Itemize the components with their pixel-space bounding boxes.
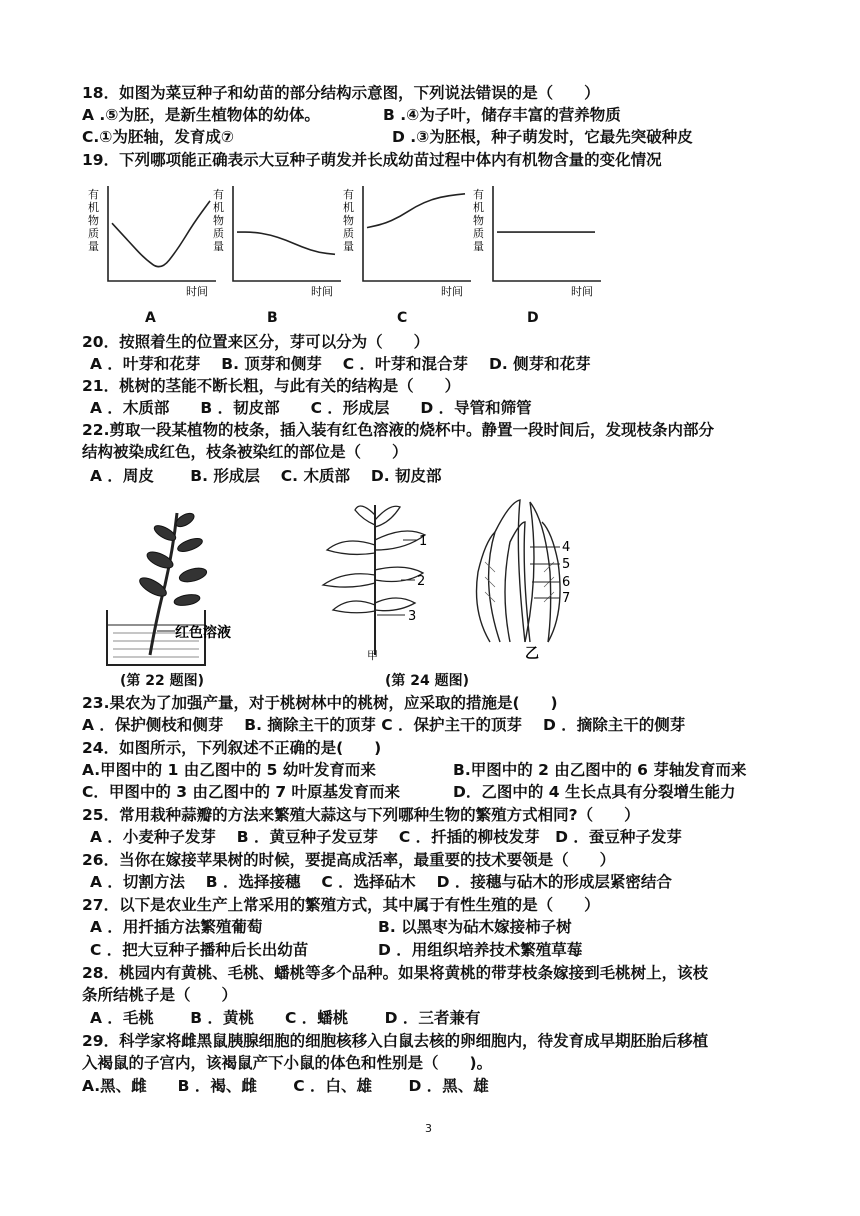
q19-label-b: B xyxy=(267,310,278,326)
graph-C xyxy=(343,186,471,298)
q28-stem-line2: 条所结桃子是（ ） xyxy=(82,986,238,1004)
q27-option-c: C ．把大豆种子播种后长出幼苗 xyxy=(90,941,309,959)
q22-options: A ．周皮 B. 形成层 C. 木质部 D. 韧皮部 xyxy=(90,467,442,485)
graph-series-line xyxy=(237,232,335,254)
caption-q24: (第 24 题图) xyxy=(385,673,470,689)
q28-options: A ．毛桃 B ．黄桃 C ．蟠桃 D ．三者兼有 xyxy=(90,1009,481,1027)
q27-stem: 27．以下是农业生产上常采用的繁殖方式，其中属于有性生殖的是（ ） xyxy=(82,896,600,914)
jia-label: 甲 xyxy=(367,649,378,662)
jia-num-1: 1 xyxy=(419,534,428,549)
caption-q22: (第 22 题图) xyxy=(120,673,205,689)
yi-num-6: 6 xyxy=(562,575,571,590)
yi-num-4: 4 xyxy=(562,540,571,555)
graph-axes xyxy=(493,186,601,281)
q27-option-d: D ．用组织培养技术繁殖草莓 xyxy=(378,941,583,959)
jia-num-2: 2 xyxy=(417,574,426,589)
q18-option-b: B .④为子叶，储存丰富的营养物质 xyxy=(383,106,621,124)
q24-figure-jia xyxy=(305,495,455,665)
q29-stem-line2: 入褐鼠的子宫内，该褐鼠产下小鼠的体色和性别是（ )。 xyxy=(82,1054,493,1072)
q21-stem: 21．桃树的茎能不断长粗，与此有关的结构是（ ） xyxy=(82,377,461,395)
q26-stem: 26．当你在嫁接苹果树的时候，要提高成活率，最重要的技术要领是（ ） xyxy=(82,851,616,869)
graph-ylabel: 有机物质量 xyxy=(473,188,484,253)
q18-option-d: D .③为胚根，种子萌发时，它最先突破种皮 xyxy=(392,128,693,146)
graph-axes xyxy=(363,186,471,281)
graph-xlabel: 时间 xyxy=(571,285,593,298)
graph-ylabel: 有机物质量 xyxy=(213,188,224,253)
q24-figure-yi xyxy=(470,492,590,662)
q19-stem: 19．下列哪项能正确表示大豆种子萌发并长成幼苗过程中体内有机物含量的变化情况 xyxy=(82,151,662,169)
graph-ylabel: 有机物质量 xyxy=(343,188,354,253)
q18-option-a: A .⑤为胚，是新生植物体的幼体。 xyxy=(82,106,320,124)
graph-axes xyxy=(233,186,341,281)
q24-option-b: B.甲图中的 2 由乙图中的 6 芽轴发育而来 xyxy=(453,761,747,779)
yi-num-5: 5 xyxy=(562,557,571,572)
q20-stem: 20．按照着生的位置来区分，芽可以分为（ ） xyxy=(82,333,430,351)
q26-options: A ．切割方法 B ．选择接穗 C ．选择砧木 D ．接穗与砧木的形成层紧密结合 xyxy=(90,873,672,891)
q25-options: A ．小麦种子发芽 B ．黄豆种子发豆芽 C ．扦插的柳枝发芽 D ．蚕豆种子发芽 xyxy=(90,828,682,846)
q19-label-d: D xyxy=(527,310,539,326)
q18-stem: 18．如图为菜豆种子和幼苗的部分结构示意图，下列说法错误的是（ ） xyxy=(82,84,600,102)
graph-series-line xyxy=(367,194,465,228)
q23-stem: 23.果农为了加强产量，对于桃树林中的桃树，应采取的措施是( ) xyxy=(82,694,558,712)
q27-option-a: A ．用扦插方法繁殖葡萄 xyxy=(90,918,263,936)
jia-num-3: 3 xyxy=(408,609,417,624)
q24-stem: 24．如图所示，下列叙述不正确的是( ) xyxy=(82,739,382,757)
graph-xlabel: 时间 xyxy=(311,285,333,298)
q19-label-c: C xyxy=(397,310,408,326)
q22-stem-line1: 22.剪取一段某植物的枝条，插入装有红色溶液的烧杯中。静置一段时间后，发现枝条内部分 xyxy=(82,421,714,439)
graph-B xyxy=(213,186,341,298)
q27-option-b: B. 以黑枣为砧木嫁接柿子树 xyxy=(378,918,572,936)
q19-label-a: A xyxy=(145,310,156,326)
q18-option-c: C.①为胚轴，发育成⑦ xyxy=(82,128,235,146)
graph-ylabel: 有机物质量 xyxy=(88,188,99,253)
graph-D xyxy=(473,186,601,298)
beaker-label: 红色溶液 xyxy=(175,625,231,641)
q25-stem: 25．常用栽种蒜瓣的方法来繁殖大蒜这与下列哪种生物的繁殖方式相同?（ ） xyxy=(82,806,640,824)
q29-stem-line1: 29．科学家将雌黑鼠胰腺细胞的细胞核移入白鼠去核的卵细胞内，待发育成早期胚胎后移植 xyxy=(82,1032,709,1050)
page-number: 3 xyxy=(425,1122,432,1135)
q20-options: A ．叶芽和花芽 B. 顶芽和侧芽 C ．叶芽和混合芽 D. 侧芽和花芽 xyxy=(90,355,591,373)
q22-stem-line2: 结构被染成红色，枝条被染红的部位是（ ） xyxy=(82,443,408,461)
graph-xlabel: 时间 xyxy=(441,285,463,298)
graph-xlabel: 时间 xyxy=(186,285,208,298)
graph-series-line xyxy=(112,201,210,267)
q29-options: A.黑、雌 B ．褐、雌 C ．白、雄 D ．黑、雄 xyxy=(82,1077,489,1095)
q19-graphs xyxy=(80,178,593,303)
q24-option-d: D．乙图中的 4 生长点具有分裂增生能力 xyxy=(453,783,736,801)
q21-options: A ．木质部 B ．韧皮部 C ．形成层 D ．导管和筛管 xyxy=(90,399,532,417)
yi-label: 乙 xyxy=(525,646,539,662)
q23-options: A ．保护侧枝和侧芽 B. 摘除主干的顶芽 C ．保护主干的顶芽 D ．摘除主干的侧芽 xyxy=(82,716,686,734)
q22-figure-beaker xyxy=(95,505,270,670)
q24-option-c: C．甲图中的 3 由乙图中的 7 叶原基发育而来 xyxy=(82,783,401,801)
graph-A xyxy=(88,186,216,298)
q24-option-a: A.甲图中的 1 由乙图中的 5 幼叶发育而来 xyxy=(82,761,376,779)
q28-stem-line1: 28．桃园内有黄桃、毛桃、蟠桃等多个品种。如果将黄桃的带芽枝条嫁接到毛桃树上，该枝 xyxy=(82,964,709,982)
yi-num-7: 7 xyxy=(562,591,571,606)
